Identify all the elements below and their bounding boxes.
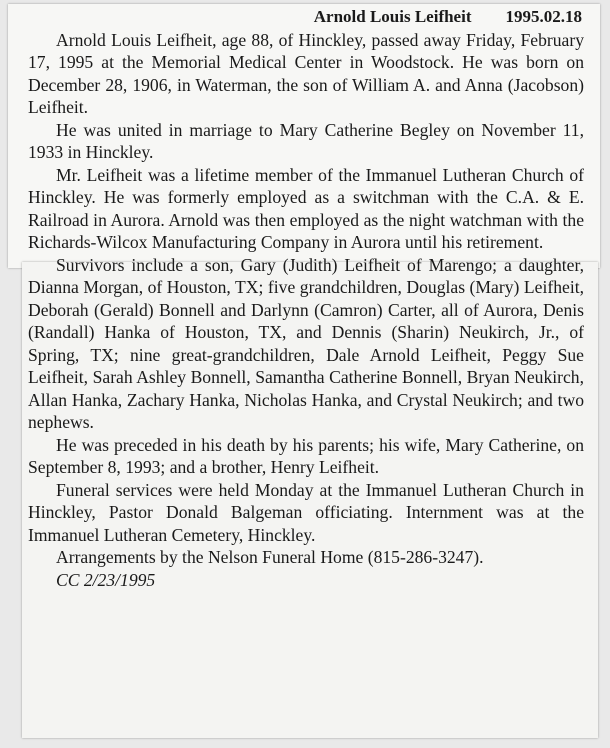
heading-name: Arnold Louis Leifheit bbox=[313, 7, 472, 26]
paragraph-career: Mr. Leifheit was a lifetime member of the Immanuel Lutheran Church of Hinckley. He was formerly employed as a switchman with the C.A. & E. Railroad in Aurora. Arnold was then employed as the night watchman with the Richards-Wilcox Manufacturing Company in Aurora until his retirement. bbox=[28, 164, 584, 252]
heading-date: 1995.02.18 bbox=[505, 7, 582, 26]
obituary-heading bbox=[28, 6, 584, 29]
paragraph-arrangements: Arrangements by the Nelson Funeral Home (815-286-3247). bbox=[56, 547, 484, 567]
paragraph-survivors: Survivors include a son, Gary (Judith) Leifheit of Marengo; a daughter, Dianna Morgan, of Houston, TX; five grandchildren, Douglas (Mary) Leifheit, Deborah (Gerald) Bonnell and Darlynn (Camron) Carter, all of Aurora, Denis (Randall) Hanka of Houston, TX, and Dennis (Sharin) Neukirch, Jr., of Spring, TX; nine great-grandchildren, Dale Arnold Leifheit, Peggy Sue Leifheit, Sarah Ashley Bonnell, Samantha Catherine Bonnell, Bryan Neukirch, Allan Hanka, Zachary Hanka, Nicholas Hanka, and Crystal Neukirch; and two nephews. bbox=[28, 254, 584, 432]
obituary-text bbox=[28, 6, 584, 591]
paragraph-marriage: He was united in marriage to Mary Catherine Begley on November 11, 1933 in Hinckley. bbox=[28, 119, 584, 162]
paragraph-funeral: Funeral services were held Monday at the Immanuel Lutheran Church in Hinckley, Pastor Donald Balgeman officiating. Internment was at the Immanuel Lutheran Cemetery, Hinckley. bbox=[28, 479, 584, 545]
paragraph-preceded: He was preceded in his death by his parents; his wife, Mary Catherine, on September 8, 1993; and a brother, Henry Leifheit. bbox=[28, 434, 584, 477]
source-reference: CC 2/23/1995 bbox=[56, 569, 156, 590]
paragraph-death-birth: Arnold Louis Leifheit, age 88, of Hinckley, passed away Friday, February 17, 1995 at the Memorial Medical Center in Woodstock. He was born on December 28, 1906, in Waterman, the son of William A. and Anna (Jacobson) Leifheit. bbox=[28, 29, 584, 117]
